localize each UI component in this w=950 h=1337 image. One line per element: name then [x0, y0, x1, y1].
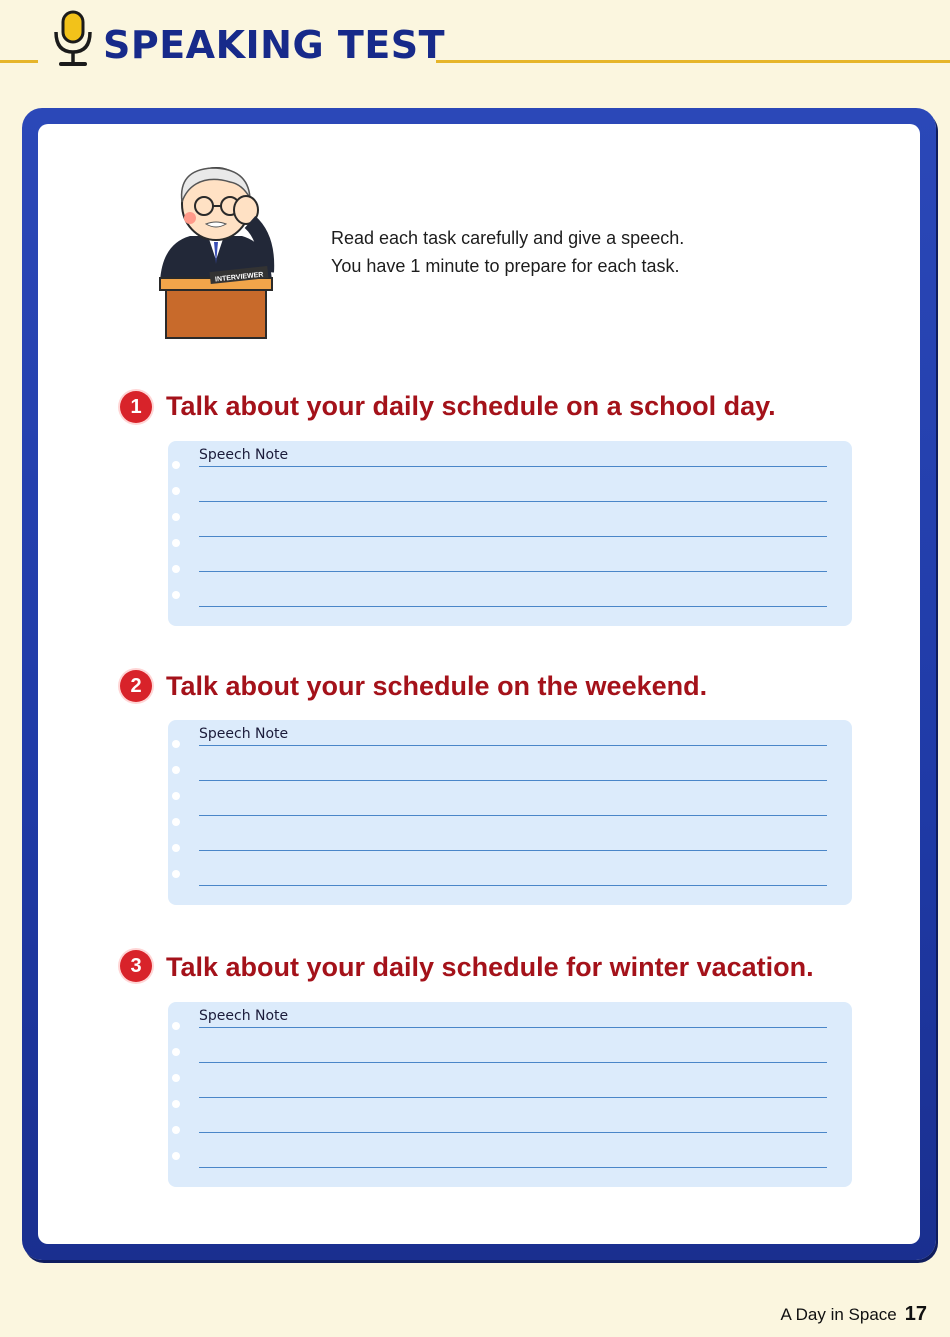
microphone-icon [48, 10, 98, 68]
writing-line [199, 850, 827, 851]
writing-line [199, 536, 827, 537]
binder-hole [172, 591, 180, 599]
header-rule-left [0, 60, 38, 63]
binder-hole [172, 844, 180, 852]
binder-hole [172, 539, 180, 547]
speech-note-box-3[interactable] [168, 1002, 852, 1187]
binder-hole [172, 1126, 180, 1134]
task-number-1: 1 [120, 391, 152, 423]
binder-hole [172, 461, 180, 469]
binder-hole [172, 1022, 180, 1030]
podium-sign-text: INTERVIEWER [214, 271, 264, 284]
binder-hole [172, 792, 180, 800]
binder-hole [172, 1074, 180, 1082]
task-title-2: Talk about your schedule on the weekend. [166, 671, 708, 701]
instruction-line-2: You have 1 minute to prepare for each task. [331, 256, 680, 276]
task-title-1: Talk about your daily schedule on a school day. [166, 391, 776, 421]
writing-line [199, 745, 827, 746]
binder-hole [172, 740, 180, 748]
writing-line [199, 466, 827, 467]
writing-line [199, 780, 827, 781]
binder-hole [172, 487, 180, 495]
binder-hole [172, 1048, 180, 1056]
book-title: A Day in Space [780, 1305, 897, 1324]
task-title-3: Talk about your daily schedule for winter vacation. [166, 952, 814, 982]
writing-line [199, 501, 827, 502]
writing-line [199, 1097, 827, 1098]
writing-line [199, 606, 827, 607]
writing-line [199, 571, 827, 572]
instruction-line-1: Read each task carefully and give a speech. [331, 228, 685, 248]
task-number-2: 2 [120, 670, 152, 702]
binder-hole [172, 513, 180, 521]
task-number-3: 3 [120, 950, 152, 982]
writing-line [199, 815, 827, 816]
page-title: SPEAKING TEST [103, 23, 446, 67]
speech-note-box-2[interactable] [168, 720, 852, 905]
binder-hole [172, 818, 180, 826]
speech-note-label: Speech Note [199, 726, 289, 742]
binder-hole [172, 1100, 180, 1108]
instructions [331, 224, 684, 280]
binder-hole [172, 1152, 180, 1160]
speech-note-label: Speech Note [199, 1008, 289, 1024]
writing-line [199, 885, 827, 886]
writing-line [199, 1062, 827, 1063]
page-number: 17 [904, 1303, 927, 1325]
binder-hole [172, 766, 180, 774]
writing-line [199, 1027, 827, 1028]
binder-hole [172, 565, 180, 573]
interviewer-illustration [150, 162, 280, 342]
header-rule-right [436, 60, 950, 63]
binder-hole [172, 870, 180, 878]
speech-note-label: Speech Note [199, 447, 289, 463]
writing-line [199, 1132, 827, 1133]
speech-note-box-1[interactable] [168, 441, 852, 626]
writing-line [199, 1167, 827, 1168]
page-footer [781, 1303, 928, 1326]
